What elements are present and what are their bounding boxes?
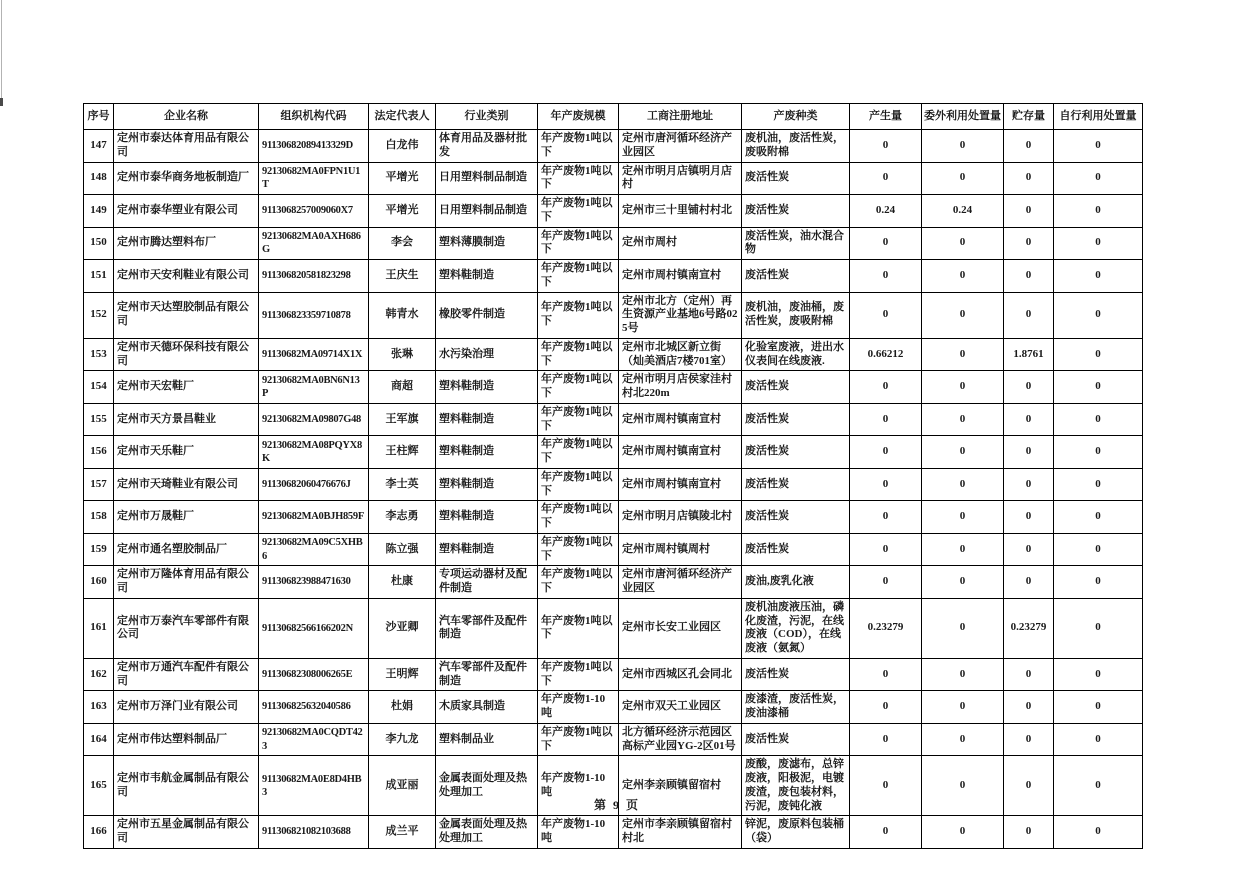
cell-produced-amount: 0	[850, 566, 922, 599]
cell-waste-types: 废活性炭	[742, 501, 850, 534]
cell-org-code: 91130682MA09714X1X	[259, 338, 369, 371]
cell-annual-scale: 年产废物1吨以下	[538, 195, 619, 228]
cell-industry: 塑料鞋制造	[436, 436, 538, 469]
cell-produced-amount: 0	[850, 260, 922, 293]
cell-industry: 日用塑料制品制造	[436, 195, 538, 228]
cell-annual-scale: 年产废物1吨以下	[538, 371, 619, 404]
cell-waste-types: 化验室废液，进出水仪表间在线废液.	[742, 338, 850, 371]
cell-annual-scale: 年产废物1吨以下	[538, 598, 619, 658]
cell-waste-types: 废活性炭	[742, 260, 850, 293]
cell-company-name: 定州市万通汽车配件有限公司	[114, 658, 259, 691]
cell-address: 定州市周村镇周村	[619, 533, 742, 566]
cell-address: 定州市周村	[619, 227, 742, 260]
cell-outsourced-amount: 0	[922, 533, 1004, 566]
cell-outsourced-amount: 0	[922, 371, 1004, 404]
cell-outsourced-amount: 0	[922, 162, 1004, 195]
cell-self-disposal-amount: 0	[1054, 533, 1143, 566]
cell-self-disposal-amount: 0	[1054, 598, 1143, 658]
cell-annual-scale: 年产废物1吨以下	[538, 658, 619, 691]
cell-stored-amount: 0	[1004, 501, 1054, 534]
cell-industry: 金属表面处理及热处理加工	[436, 756, 538, 816]
cell-annual-scale: 年产废物1-10吨	[538, 816, 619, 849]
cell-produced-amount: 0	[850, 756, 922, 816]
cell-legal-rep: 王明辉	[369, 658, 436, 691]
cell-annual-scale: 年产废物1吨以下	[538, 723, 619, 756]
cell-industry: 塑料制品业	[436, 723, 538, 756]
cell-index: 158	[84, 501, 114, 534]
cell-industry: 金属表面处理及热处理加工	[436, 816, 538, 849]
cell-self-disposal-amount: 0	[1054, 436, 1143, 469]
cell-org-code: 91130682MA0E8D4HB3	[259, 756, 369, 816]
cell-self-disposal-amount: 0	[1054, 816, 1143, 849]
cell-annual-scale: 年产废物1吨以下	[538, 501, 619, 534]
cell-legal-rep: 李会	[369, 227, 436, 260]
table-row	[84, 292, 1143, 338]
cell-waste-types: 废漆渣，废活性炭，废油漆桶	[742, 691, 850, 724]
cell-waste-types: 废活性炭	[742, 468, 850, 501]
cell-stored-amount: 0	[1004, 756, 1054, 816]
cell-self-disposal-amount: 0	[1054, 195, 1143, 228]
cell-address: 定州李亲顾镇留宿村	[619, 756, 742, 816]
cell-org-code: 92130682MA09807G48	[259, 403, 369, 436]
cell-produced-amount: 0.66212	[850, 338, 922, 371]
cell-address: 定州市明月店镇明月店村	[619, 162, 742, 195]
scan-artifact-mark	[0, 98, 3, 106]
cell-address: 定州市双天工业园区	[619, 691, 742, 724]
cell-company-name: 定州市泰达体育用品有限公司	[114, 130, 259, 163]
cell-self-disposal-amount: 0	[1054, 371, 1143, 404]
cell-outsourced-amount: 0	[922, 403, 1004, 436]
cell-company-name: 定州市天乐鞋厂	[114, 436, 259, 469]
cell-stored-amount: 0	[1004, 566, 1054, 599]
cell-waste-types: 废活性炭，油水混合物	[742, 227, 850, 260]
cell-waste-types: 废活性炭	[742, 195, 850, 228]
cell-address: 定州市西城区孔会同北	[619, 658, 742, 691]
table-row	[84, 371, 1143, 404]
cell-waste-types: 废酸，废滤布，总锌废液，阳极泥，电镀废渣，废包装材料，污泥，废钝化液	[742, 756, 850, 816]
cell-industry: 专项运动器材及配件制造	[436, 566, 538, 599]
cell-stored-amount: 0	[1004, 723, 1054, 756]
cell-index: 163	[84, 691, 114, 724]
cell-annual-scale: 年产废物1吨以下	[538, 260, 619, 293]
cell-waste-types: 废机油废液压油，磷化废渣，污泥，在线废液（COD），在线废液（氨氮）	[742, 598, 850, 658]
cell-outsourced-amount: 0	[922, 756, 1004, 816]
cell-company-name: 定州市五星金属制品有限公司	[114, 816, 259, 849]
cell-self-disposal-amount: 0	[1054, 566, 1143, 599]
cell-produced-amount: 0	[850, 533, 922, 566]
cell-org-code: 92130682MA08PQYX8K	[259, 436, 369, 469]
cell-annual-scale: 年产废物1吨以下	[538, 292, 619, 338]
cell-self-disposal-amount: 0	[1054, 162, 1143, 195]
cell-org-code: 911306821082103688	[259, 816, 369, 849]
cell-address: 定州市李亲顾镇留宿村村北	[619, 816, 742, 849]
table-row	[84, 691, 1143, 724]
cell-industry: 木质家具制造	[436, 691, 538, 724]
cell-industry: 汽车零部件及配件制造	[436, 598, 538, 658]
cell-company-name: 定州市腾达塑料布厂	[114, 227, 259, 260]
page-number: 第 9 页	[593, 798, 640, 812]
cell-outsourced-amount: 0	[922, 227, 1004, 260]
cell-produced-amount: 0	[850, 436, 922, 469]
cell-org-code: 91130682308006265E	[259, 658, 369, 691]
cell-org-code: 92130682MA09C5XHB6	[259, 533, 369, 566]
cell-index: 155	[84, 403, 114, 436]
header-legal-rep: 法定代表人	[369, 104, 436, 130]
cell-stored-amount: 1.8761	[1004, 338, 1054, 371]
cell-self-disposal-amount: 0	[1054, 723, 1143, 756]
table-row	[84, 338, 1143, 371]
cell-legal-rep: 王军旗	[369, 403, 436, 436]
cell-self-disposal-amount: 0	[1054, 338, 1143, 371]
cell-self-disposal-amount: 0	[1054, 658, 1143, 691]
cell-waste-types: 废油,废乳化液	[742, 566, 850, 599]
cell-stored-amount: 0	[1004, 403, 1054, 436]
cell-self-disposal-amount: 0	[1054, 292, 1143, 338]
cell-industry: 塑料鞋制造	[436, 468, 538, 501]
cell-produced-amount: 0.24	[850, 195, 922, 228]
cell-stored-amount: 0	[1004, 292, 1054, 338]
table-row	[84, 403, 1143, 436]
cell-industry: 塑料鞋制造	[436, 260, 538, 293]
cell-outsourced-amount: 0	[922, 338, 1004, 371]
cell-company-name: 定州市伟达塑料制品厂	[114, 723, 259, 756]
cell-index: 151	[84, 260, 114, 293]
cell-outsourced-amount: 0	[922, 598, 1004, 658]
cell-produced-amount: 0	[850, 468, 922, 501]
cell-self-disposal-amount: 0	[1054, 403, 1143, 436]
cell-stored-amount: 0	[1004, 130, 1054, 163]
cell-industry: 塑料薄膜制造	[436, 227, 538, 260]
cell-org-code: 911306823359710878	[259, 292, 369, 338]
table-body	[84, 130, 1143, 849]
cell-outsourced-amount: 0	[922, 130, 1004, 163]
cell-stored-amount: 0	[1004, 691, 1054, 724]
table-header-row	[84, 104, 1143, 130]
cell-industry: 塑料鞋制造	[436, 533, 538, 566]
cell-index: 157	[84, 468, 114, 501]
cell-self-disposal-amount: 0	[1054, 130, 1143, 163]
cell-legal-rep: 李九龙	[369, 723, 436, 756]
cell-self-disposal-amount: 0	[1054, 260, 1143, 293]
table-row	[84, 260, 1143, 293]
cell-org-code: 9113068257009060X7	[259, 195, 369, 228]
cell-address: 北方循环经济示范园区高标产业园YG-2区01号	[619, 723, 742, 756]
cell-org-code: 91130682089413329D	[259, 130, 369, 163]
cell-outsourced-amount: 0	[922, 468, 1004, 501]
cell-produced-amount: 0	[850, 371, 922, 404]
cell-produced-amount: 0	[850, 658, 922, 691]
cell-industry: 汽车零部件及配件制造	[436, 658, 538, 691]
cell-stored-amount: 0.23279	[1004, 598, 1054, 658]
cell-address: 定州市三十里铺村村北	[619, 195, 742, 228]
cell-produced-amount: 0	[850, 816, 922, 849]
cell-stored-amount: 0	[1004, 816, 1054, 849]
cell-waste-types: 废机油，废油桶，废活性炭，废吸附棉	[742, 292, 850, 338]
cell-company-name: 定州市天德环保科技有限公司	[114, 338, 259, 371]
header-index: 序号	[84, 104, 114, 130]
header-stored-amount: 贮存量	[1004, 104, 1054, 130]
cell-stored-amount: 0	[1004, 195, 1054, 228]
cell-waste-types: 锌泥，废原料包装桶（袋）	[742, 816, 850, 849]
cell-annual-scale: 年产废物1吨以下	[538, 130, 619, 163]
cell-company-name: 定州市万泽门业有限公司	[114, 691, 259, 724]
table-row	[84, 598, 1143, 658]
cell-company-name: 定州市天安利鞋业有限公司	[114, 260, 259, 293]
table-row	[84, 468, 1143, 501]
cell-org-code: 92130682MA0BN6N13P	[259, 371, 369, 404]
cell-industry: 塑料鞋制造	[436, 371, 538, 404]
cell-company-name: 定州市泰华商务地板制造厂	[114, 162, 259, 195]
cell-waste-types: 废活性炭	[742, 403, 850, 436]
cell-address: 定州市长安工业园区	[619, 598, 742, 658]
cell-industry: 体育用品及器材批发	[436, 130, 538, 163]
cell-index: 162	[84, 658, 114, 691]
cell-address: 定州市明月店侯家洼村村北220m	[619, 371, 742, 404]
cell-org-code: 911306823988471630	[259, 566, 369, 599]
header-self-disposal-amount: 自行利用处置量	[1054, 104, 1143, 130]
cell-annual-scale: 年产废物1吨以下	[538, 436, 619, 469]
cell-annual-scale: 年产废物1吨以下	[538, 468, 619, 501]
cell-company-name: 定州市天方景昌鞋业	[114, 403, 259, 436]
cell-legal-rep: 李志勇	[369, 501, 436, 534]
cell-waste-types: 废活性炭	[742, 162, 850, 195]
cell-index: 150	[84, 227, 114, 260]
table-row	[84, 533, 1143, 566]
header-annual-scale: 年产废规模	[538, 104, 619, 130]
cell-stored-amount: 0	[1004, 658, 1054, 691]
cell-waste-types: 废活性炭	[742, 371, 850, 404]
cell-legal-rep: 陈立强	[369, 533, 436, 566]
cell-produced-amount: 0.23279	[850, 598, 922, 658]
cell-address: 定州市周村镇南宣村	[619, 403, 742, 436]
cell-org-code: 91130682566166202N	[259, 598, 369, 658]
cell-index: 161	[84, 598, 114, 658]
cell-org-code: 92130682MA0BJH859F	[259, 501, 369, 534]
cell-annual-scale: 年产废物1-10吨	[538, 756, 619, 816]
cell-legal-rep: 杜娟	[369, 691, 436, 724]
table-row	[84, 195, 1143, 228]
cell-company-name: 定州市万隆体育用品有限公司	[114, 566, 259, 599]
cell-index: 164	[84, 723, 114, 756]
cell-legal-rep: 李士英	[369, 468, 436, 501]
cell-produced-amount: 0	[850, 227, 922, 260]
cell-legal-rep: 白龙伟	[369, 130, 436, 163]
cell-outsourced-amount: 0	[922, 723, 1004, 756]
header-address: 工商注册地址	[619, 104, 742, 130]
cell-self-disposal-amount: 0	[1054, 691, 1143, 724]
cell-outsourced-amount: 0	[922, 658, 1004, 691]
cell-stored-amount: 0	[1004, 371, 1054, 404]
cell-annual-scale: 年产废物1吨以下	[538, 566, 619, 599]
cell-produced-amount: 0	[850, 130, 922, 163]
cell-address: 定州市北方（定州）再生资源产业基地6号路025号	[619, 292, 742, 338]
cell-legal-rep: 平增光	[369, 162, 436, 195]
cell-industry: 日用塑料制品制造	[436, 162, 538, 195]
cell-address: 定州市周村镇南宣村	[619, 436, 742, 469]
cell-industry: 塑料鞋制造	[436, 501, 538, 534]
cell-outsourced-amount: 0	[922, 816, 1004, 849]
cell-annual-scale: 年产废物1吨以下	[538, 533, 619, 566]
cell-legal-rep: 张琳	[369, 338, 436, 371]
cell-outsourced-amount: 0	[922, 436, 1004, 469]
scan-artifact-line	[1, 0, 2, 99]
cell-org-code: 91130682060476676J	[259, 468, 369, 501]
cell-produced-amount: 0	[850, 723, 922, 756]
cell-legal-rep: 平增光	[369, 195, 436, 228]
cell-legal-rep: 韩青水	[369, 292, 436, 338]
cell-legal-rep: 王庆生	[369, 260, 436, 293]
cell-company-name: 定州市万晟鞋厂	[114, 501, 259, 534]
cell-index: 147	[84, 130, 114, 163]
waste-registry-table-container	[83, 103, 1143, 849]
cell-company-name: 定州市天琦鞋业有限公司	[114, 468, 259, 501]
cell-index: 153	[84, 338, 114, 371]
cell-produced-amount: 0	[850, 691, 922, 724]
table-row	[84, 501, 1143, 534]
cell-self-disposal-amount: 0	[1054, 756, 1143, 816]
cell-outsourced-amount: 0	[922, 691, 1004, 724]
cell-index: 159	[84, 533, 114, 566]
cell-org-code: 911306820581823298	[259, 260, 369, 293]
cell-index: 165	[84, 756, 114, 816]
waste-registry-table	[83, 103, 1143, 849]
header-waste-types: 产废种类	[742, 104, 850, 130]
cell-stored-amount: 0	[1004, 162, 1054, 195]
cell-annual-scale: 年产废物1吨以下	[538, 338, 619, 371]
cell-industry: 水污染治理	[436, 338, 538, 371]
cell-legal-rep: 杜康	[369, 566, 436, 599]
cell-stored-amount: 0	[1004, 436, 1054, 469]
cell-company-name: 定州市天宏鞋厂	[114, 371, 259, 404]
header-industry: 行业类别	[436, 104, 538, 130]
cell-company-name: 定州市泰华塑业有限公司	[114, 195, 259, 228]
table-row	[84, 436, 1143, 469]
table-row	[84, 723, 1143, 756]
cell-company-name: 定州市天达塑胶制品有限公司	[114, 292, 259, 338]
cell-company-name: 定州市万泰汽车零部件有限公司	[114, 598, 259, 658]
cell-annual-scale: 年产废物1吨以下	[538, 227, 619, 260]
cell-index: 156	[84, 436, 114, 469]
cell-self-disposal-amount: 0	[1054, 501, 1143, 534]
cell-produced-amount: 0	[850, 501, 922, 534]
cell-org-code: 92130682MA0CQDT423	[259, 723, 369, 756]
cell-outsourced-amount: 0	[922, 566, 1004, 599]
cell-stored-amount: 0	[1004, 533, 1054, 566]
cell-org-code: 92130682MA0AXH686G	[259, 227, 369, 260]
cell-address: 定州市唐河循环经济产业园区	[619, 566, 742, 599]
cell-outsourced-amount: 0	[922, 501, 1004, 534]
cell-stored-amount: 0	[1004, 260, 1054, 293]
cell-waste-types: 废活性炭	[742, 723, 850, 756]
header-org-code: 组织机构代码	[259, 104, 369, 130]
cell-legal-rep: 王柱辉	[369, 436, 436, 469]
cell-outsourced-amount: 0.24	[922, 195, 1004, 228]
table-row	[84, 130, 1143, 163]
cell-address: 定州市唐河循环经济产业园区	[619, 130, 742, 163]
cell-index: 160	[84, 566, 114, 599]
table-row	[84, 658, 1143, 691]
cell-produced-amount: 0	[850, 162, 922, 195]
cell-address: 定州市周村镇南宣村	[619, 260, 742, 293]
cell-waste-types: 废机油，废活性炭，废吸附棉	[742, 130, 850, 163]
table-row	[84, 162, 1143, 195]
cell-produced-amount: 0	[850, 292, 922, 338]
cell-address: 定州市北城区新立街（灿美酒店7楼701室）	[619, 338, 742, 371]
cell-legal-rep: 商超	[369, 371, 436, 404]
cell-annual-scale: 年产废物1吨以下	[538, 403, 619, 436]
cell-legal-rep: 成兰平	[369, 816, 436, 849]
cell-annual-scale: 年产废物1-10吨	[538, 691, 619, 724]
cell-self-disposal-amount: 0	[1054, 468, 1143, 501]
cell-org-code: 92130682MA0FPN1U1T	[259, 162, 369, 195]
cell-org-code: 911306825632040586	[259, 691, 369, 724]
table-row	[84, 566, 1143, 599]
cell-address: 定州市明月店镇陵北村	[619, 501, 742, 534]
cell-waste-types: 废活性炭	[742, 658, 850, 691]
cell-industry: 塑料鞋制造	[436, 403, 538, 436]
header-outsourced-amount: 委外利用处置量	[922, 104, 1004, 130]
cell-produced-amount: 0	[850, 403, 922, 436]
cell-outsourced-amount: 0	[922, 292, 1004, 338]
cell-index: 152	[84, 292, 114, 338]
cell-index: 149	[84, 195, 114, 228]
cell-index: 148	[84, 162, 114, 195]
cell-waste-types: 废活性炭	[742, 533, 850, 566]
header-company-name: 企业名称	[114, 104, 259, 130]
header-produced-amount: 产生量	[850, 104, 922, 130]
cell-self-disposal-amount: 0	[1054, 227, 1143, 260]
cell-index: 154	[84, 371, 114, 404]
cell-company-name: 定州市韦航金属制品有限公司	[114, 756, 259, 816]
cell-outsourced-amount: 0	[922, 260, 1004, 293]
cell-legal-rep: 沙亚卿	[369, 598, 436, 658]
cell-annual-scale: 年产废物1吨以下	[538, 162, 619, 195]
cell-waste-types: 废活性炭	[742, 436, 850, 469]
cell-address: 定州市周村镇南宣村	[619, 468, 742, 501]
cell-company-name: 定州市通名塑胶制品厂	[114, 533, 259, 566]
cell-legal-rep: 成亚丽	[369, 756, 436, 816]
cell-index: 166	[84, 816, 114, 849]
cell-stored-amount: 0	[1004, 227, 1054, 260]
table-row	[84, 816, 1143, 849]
cell-stored-amount: 0	[1004, 468, 1054, 501]
cell-industry: 橡胶零件制造	[436, 292, 538, 338]
table-row	[84, 227, 1143, 260]
